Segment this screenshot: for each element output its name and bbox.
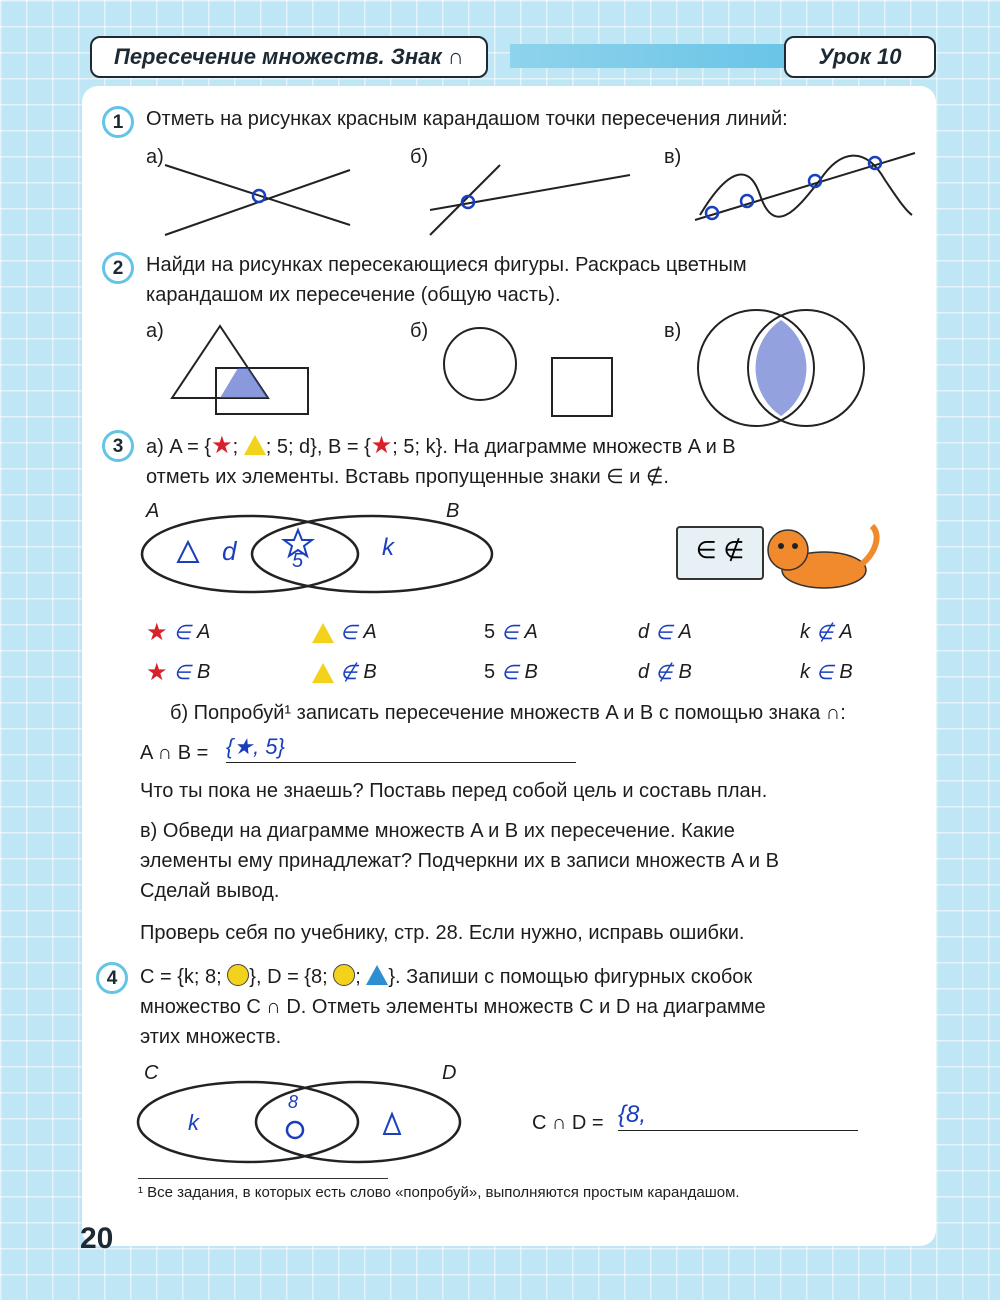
triangle-icon [244,434,266,464]
task-4-answer: {8, [618,1100,858,1131]
answer-sign: ∉ [340,662,358,684]
yellow-circle-icon [227,964,249,986]
task-3c-line-1: в) Обведи на диаграмме множеств A и B их пересечение. Какие [140,820,735,842]
set-name: A [363,621,377,643]
row-1-item-4 [638,620,692,645]
row-2-item-2 [312,660,377,685]
page-number: 20 [80,1222,114,1255]
header [90,36,936,76]
set-name: B [363,661,377,683]
venn-label-b: B [446,500,460,522]
task-3c-line-3: Сделай вывод. [140,880,280,902]
row-1-item-2 [312,620,377,645]
venn-mark-k: k [188,1110,199,1135]
answer-sign: ∈ [501,662,519,684]
task-4-instruction: }. Запиши с помощью фигурных скобок [388,966,753,988]
task-3b-formula: A ∩ B = [140,742,209,764]
row-1-item-3 [484,620,538,645]
answer-sign: ∈ [816,662,834,684]
task-2-label-a: а) [146,320,164,342]
lesson-title: Пересечение множеств. Знак ∩ [90,36,488,78]
venn-label-c: C [144,1062,159,1084]
venn-mark-k: k [382,534,394,561]
set-name: A [839,621,853,643]
set-name: A [678,621,692,643]
yellow-circle-icon [333,964,355,986]
task-3-venn-diagram [140,514,520,600]
element: k [800,621,810,643]
triangle-icon [312,623,334,643]
task-4-set-d: }, D = {8; [249,966,328,988]
task-2-number: 2 [102,252,134,284]
lesson-number: Урок 10 [784,36,936,78]
task-1-number: 1 [102,106,134,138]
task-4-line-3: этих множеств. [140,1026,282,1048]
task-2-label-c: в) [664,320,682,342]
task-4-line-2: множество C ∩ D. Отметь элементы множеств C и D на диаграмме [140,996,766,1018]
task-3b-answer: {★, 5} [226,732,576,763]
element: k [800,661,810,683]
element-signs-card: ∈ ∉ [676,526,764,580]
task-1-figure-b [420,160,640,240]
task-2-figure-c [694,318,874,418]
venn-label-a: A [146,500,160,522]
task-4-separator: ; [355,966,361,988]
element: d [638,621,650,643]
task-4-formula: C ∩ D = [532,1112,604,1134]
set-name: B [524,661,538,683]
footnote-rule [138,1178,388,1179]
star-icon: ★ [370,432,393,459]
set-name: B [196,661,211,683]
task-3-line-1: а) A = {★; ; 5; d}, B = {★; 5; k}. На диаграмме множеств A и B [146,432,736,464]
cat-icon [766,520,886,600]
task-4-line-1 [140,962,752,992]
answer-sign: ∈ [340,622,358,644]
goal-text: Что ты пока не знаешь? Поставь перед собой цель и составь план. [140,780,768,802]
star-icon: ★ [211,432,233,459]
venn-label-d: D [442,1062,457,1084]
row-2-item-3 [484,660,538,685]
task-2-line-1: Найди на рисунках пересекающиеся фигуры. Раскрась цветным [146,254,747,276]
row-2-item-4 [638,660,692,685]
blue-triangle-icon [366,965,388,985]
task-4-number: 4 [96,962,128,994]
set-name: A [196,621,211,643]
task-2-figure-b [440,318,620,418]
venn-mark-d: d [222,536,237,566]
task-1-label-b: б) [410,146,429,168]
venn-mark-5: 5 [292,550,304,572]
task-4-venn-diagram [136,1080,466,1166]
triangle-icon [312,663,334,683]
answer-sign: ∈ [173,662,191,684]
set-name: B [678,661,692,683]
task-2-line-2: карандашом их пересечение (общую часть). [146,284,561,306]
set-name: B [839,661,853,683]
task-3-set-b-open: ; 5; d}, B = { [265,436,371,458]
task-3b-text: б) Попробуй¹ записать пересечение множеств A и B с помощью знака ∩: [170,702,846,724]
answer-sign: ∈ [655,622,673,644]
task-2-label-b: б) [410,320,429,342]
element: d [638,661,650,683]
task-1-label-c: в) [664,146,682,168]
element: 5 [484,621,496,643]
answer-sign: ∈ [173,622,191,644]
task-2-figure-a [168,322,318,422]
task-3-set-a-open: а) A = { [146,436,212,458]
answer-sign: ∉ [816,622,834,644]
star-icon: ★ [146,658,168,686]
element: 5 [484,661,496,683]
task-3-number: 3 [102,430,134,462]
task-4-set-c: C = {k; 8; [140,966,222,988]
row-1-item-1 [146,620,210,645]
row-1-item-5 [800,620,853,645]
task-1-figure-c [690,145,920,235]
task-3-line-1-end: ; 5; k}. На диаграмме множеств A и B [392,436,736,458]
star-icon: ★ [146,618,168,646]
answer-sign: ∉ [655,662,673,684]
answer-sign: ∈ [501,622,519,644]
row-2-item-1 [146,660,210,685]
task-1-figure-a [160,160,360,240]
task-1-text: Отметь на рисунках красным карандашом точки пересечения линий: [146,108,788,130]
footnote: ¹ Все задания, в которых есть слово «попробуй», выполняются простым карандашом. [138,1184,740,1201]
task-3c-line-2: элементы ему принадлежат? Подчеркни их в записи множеств A и B [140,850,779,872]
set-name: A [524,621,538,643]
row-2-item-5 [800,660,853,685]
task-3-line-2: отметь их элементы. Вставь пропущенные знаки ∈ и ∉. [146,466,669,488]
task-1-label-a: а) [146,146,164,168]
check-text: Проверь себя по учебнику, стр. 28. Если нужно, исправь ошибки. [140,922,745,944]
venn-mark-8: 8 [288,1092,299,1112]
